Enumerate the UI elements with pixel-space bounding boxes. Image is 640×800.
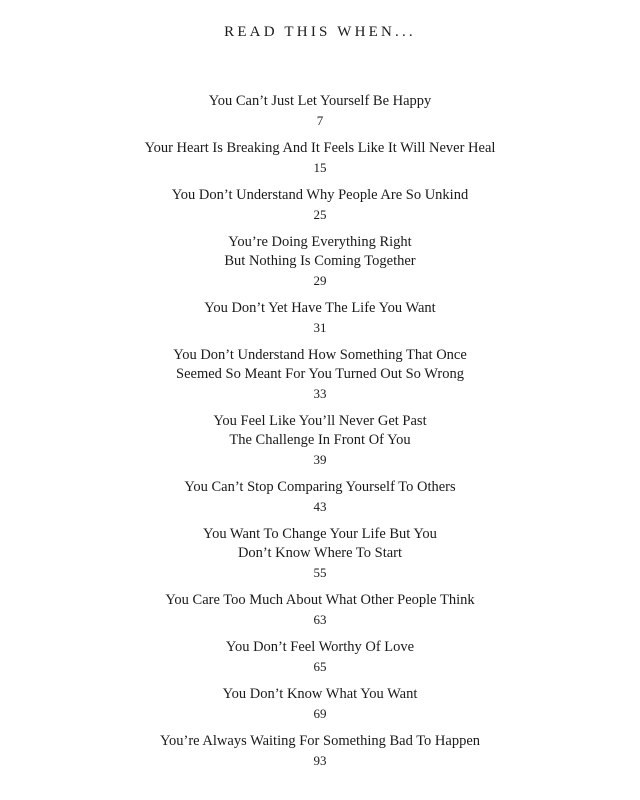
toc-entry-title-line: You Don’t Feel Worthy Of Love: [225, 639, 415, 655]
toc-entry: [0, 412, 640, 469]
toc-entry: [0, 638, 640, 676]
toc-entry-page-number: 63: [313, 612, 327, 627]
toc-entry-title: [0, 638, 640, 657]
toc-entry-title-line: You Don’t Understand Why People Are So Unkind: [171, 187, 469, 203]
toc-entry: [0, 139, 640, 177]
toc-entry-title-line: You Don’t Yet Have The Life You Want: [204, 300, 436, 316]
toc-entry-page-number: 15: [313, 160, 327, 175]
toc-entry: [0, 299, 640, 337]
toc-entry: [0, 346, 640, 403]
toc-entry-title-line: You Feel Like You’ll Never Get Past: [213, 413, 427, 429]
toc-entry-title: [0, 525, 640, 563]
toc-entry-title: [0, 591, 640, 610]
toc-entry-page-number: 31: [313, 320, 327, 335]
toc-entry-title-line: Don’t Know Where To Start: [237, 545, 403, 561]
toc-entry-title-line: You Want To Change Your Life But You: [203, 526, 437, 542]
toc-entry-title-line: You’re Always Waiting For Something Bad To Happen: [159, 733, 481, 749]
toc-entry: [0, 732, 640, 770]
toc-entry-title-line: The Challenge In Front Of You: [229, 432, 411, 448]
toc-entry-page-number: 69: [313, 706, 327, 721]
toc-entry-title-line: You Don’t Know What You Want: [222, 686, 418, 702]
toc-entry-title: [0, 346, 640, 384]
page-title: READ THIS WHEN...: [224, 24, 416, 40]
toc-entry-title: [0, 233, 640, 271]
toc-entry-page-number: 93: [313, 753, 327, 768]
toc-entry: [0, 591, 640, 629]
toc-entry-title-line: You Can’t Just Let Yourself Be Happy: [208, 93, 432, 109]
toc-entry-title-line: You Care Too Much About What Other People Think: [165, 592, 475, 608]
toc-entry-title-line: You Don’t Understand How Something That Once: [173, 347, 467, 363]
toc-entry-page-number: 39: [313, 452, 327, 467]
toc-entry-title-line: Seemed So Meant For You Turned Out So Wrong: [176, 366, 464, 382]
toc-entry: [0, 92, 640, 130]
toc-entry-title: [0, 732, 640, 751]
table-of-contents: [0, 92, 640, 779]
toc-entry: [0, 525, 640, 582]
toc-entry-title: [0, 299, 640, 318]
toc-entry-title-line: Your Heart Is Breaking And It Feels Like It Will Never Heal: [144, 140, 496, 156]
toc-entry-page-number: 7: [316, 113, 324, 128]
toc-entry-title-line: You’re Doing Everything Right: [228, 234, 412, 250]
toc-entry: [0, 478, 640, 516]
toc-entry-title-line: But Nothing Is Coming Together: [224, 253, 416, 269]
toc-entry-title: [0, 92, 640, 111]
toc-entry-title: [0, 139, 640, 158]
toc-entry-page-number: 33: [313, 386, 327, 401]
toc-entry-title: [0, 186, 640, 205]
toc-entry-title: [0, 478, 640, 497]
toc-entry-title: [0, 412, 640, 450]
toc-entry-title: [0, 685, 640, 704]
toc-entry-page-number: 25: [313, 207, 327, 222]
toc-entry-page-number: 43: [313, 499, 327, 514]
toc-entry-title-line: You Can’t Stop Comparing Yourself To Others: [184, 479, 456, 495]
toc-entry-page-number: 55: [313, 565, 327, 580]
toc-entry: [0, 685, 640, 723]
toc-entry-page-number: 29: [313, 273, 327, 288]
toc-entry: [0, 233, 640, 290]
toc-entry-page-number: 65: [313, 659, 327, 674]
toc-entry: [0, 186, 640, 224]
